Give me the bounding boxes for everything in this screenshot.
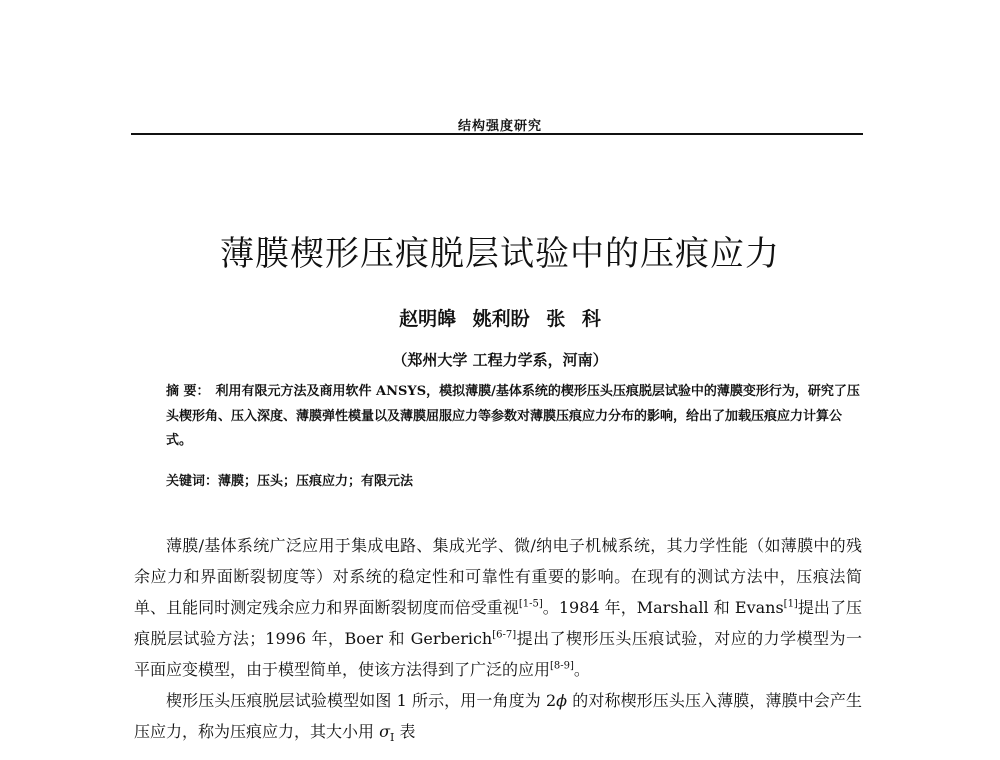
sigma-symbol: σ [379,722,391,741]
p1-text-d: 提出了楔形压头压痕试验，对应的力学模型为一平面应变模型，由于模型简单，使该方法得到了广泛的应用 [134,629,862,679]
authors: 赵明皞 姚利盼 张 科 [399,308,601,330]
p1-text-b: 。1984 年，Marshall 和 Evans [542,598,784,617]
keywords-text: 薄膜；压头；压痕应力；有限元法 [218,474,414,489]
paragraph-2 [134,685,862,747]
citation: [8-9] [550,660,574,672]
p1-text-c: 提出了压痕脱层试验方法；1996 年，Boer 和 Gerberich [134,598,862,648]
p1-text-a: 薄膜/基体系统广泛应用于集成电路、集成光学、微/纳电子机械系统，其力学性能（如薄膜中的残余应力和界面断裂韧度等）对系统的稳定性和可靠性有重要的影响。在现有的测试方法中，压痕法简单、且能同时测定残余应力和界面断裂韧度而倍受重视 [134,536,862,617]
sigma-subscript: I [390,731,395,745]
header-rule [131,133,863,135]
citation: [1] [783,598,798,610]
p1-text-e: 。 [573,660,590,679]
abstract [166,380,866,454]
p2-text-c: 表 [394,722,416,741]
running-head: 结构强度研究 [457,119,542,134]
citation: [1-5] [518,598,543,610]
phi-symbol: ϕ [556,691,568,710]
paper-title: 薄膜楔形压痕脱层试验中的压痕应力 [220,234,780,274]
abstract-text: 利用有限元方法及商用软件 ANSYS，模拟薄膜/基体系统的楔形压头压痕脱层试验中的薄膜变形行为，研究了压头楔形角、压入深度、薄膜弹性模量以及薄膜屈服应力等参数对薄膜压痕应力分布的影响，给出了加载压痕应力计算公式。 [166,384,860,448]
keywords-label: 关键词： [166,474,219,489]
p2-text-b: 的对称楔形压头压入薄膜，薄膜中会产生压应力，称为压痕应力，其大小用 [134,691,862,741]
abstract-label: 摘 要： [166,384,210,399]
body-text [134,530,862,747]
keywords [166,470,866,489]
citation: [6-7] [492,629,517,641]
affiliation: （郑州大学 工程力学系，河南） [392,351,608,369]
p2-text-a: 楔形压头压痕脱层试验模型如图 1 所示，用一角度为 2 [166,691,557,710]
paragraph-1 [134,530,862,685]
